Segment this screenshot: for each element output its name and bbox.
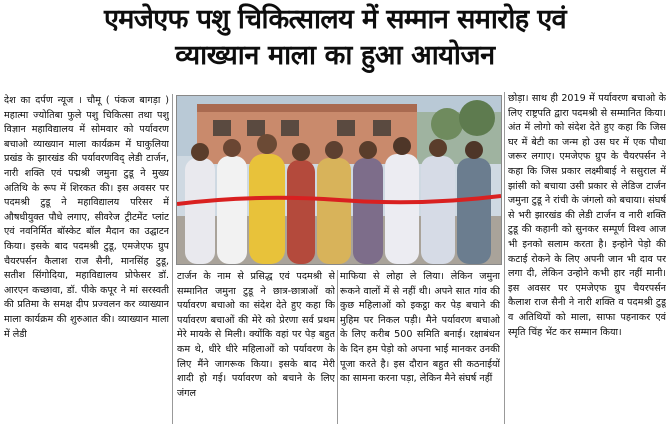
column-2-text: टार्जन के नाम से प्रसिद्ध एवं पदमश्री से सम्मानित जमुना टुडू ने छात्र-छात्राओं को पर्यावरण बचाओ का संदेश देते हुए कहा कि पर्यावरण बचाओं की मेरे को प्रेरणा सर्व प्रथम मेरे मायके से मिली। क्योंकि वहां पर पेड़ बहुत कम थे, धीरे धीरे महिलाओं को पर्यावरण के लिए मैंने जागरूक किया। इसके बाद मेरी शादी हो गई। पर्यावरण को बचाने के लिए जंगल <box>177 271 335 399</box>
column-3-text: माफिया से लोहा ले लिया। लेकिन जमुना रूकने वालों में से नहीं थी। अपने सात गांव की कुछ महिलाओं को इकट्ठा कर पेड़ बचाने की मुहिम पर निकल पड़ी। मैने पर्यावरण बचाओ के लिए करीब 500 समिति बनाई। रक्षाबंधन के दिन हम पेड़ो को अपना भाई मानकर उनकी पूजा करते है। इस दौरान बहुत सी कठनाईयों का सामना करना पड़ा, लेकिन मैने संघर्ष नहीं <box>340 271 500 385</box>
column-rule <box>172 94 173 424</box>
column-4-text: छोड़ा। साथ ही 2019 में पर्यावरण बचाओ के लिए राष्ट्रपति द्वारा पदमश्री से सम्मानित किया। अंत में लोगो को संदेश देते हुए कहा कि जिस घर में बेटी का जन्म हो उस घर में एक पौधा जरूर लगाए। एमजेएफ ग्रुप के चैयरपर्सन ने कहा कि जिस प्रकार लक्ष्मीबाई ने ससुराल में झांसी को बचाया उसी प्रकार से लेडिज टार्जन जमुना टुडू ने रांची के जंगलो को बचाया। संघर्ष से भरी झारखंड की लेडी टार्जन व नारी शक्ति टुडू की कहानी को सुनकर सम्पूर्ण विश्व आज भी इनको सलाम करता है। इन्होने पेड़ो की कटाई रोकने के लिए अपनी जान भी दाव पर लगा दी, लेकिन उन्होने कभी हार नहीं मानी। इस अवसर पर एमजेएफ ग्रुप चैयरपर्सन कैलाश राज सैनी ने नारी शक्ति व पदमश्री टुडू व अतिथियों को माला, साफा पहनाकर एवं स्मृति चिंह भेंट कर सम्मान किया। <box>508 93 666 338</box>
column-rule <box>337 270 338 424</box>
article-column-3 <box>340 270 500 424</box>
article-column-4 <box>508 92 666 424</box>
headline <box>0 2 670 74</box>
column-1-text: देश का दर्पण न्यूज । चौमू ( पंकज बागड़ा ) महात्मा ज्योतिबा फुले पशु चिकित्सा तथा पशु विज्ञान महाविद्यालय में सोमवार को पर्यावरण बचाओ व्याख्यान माला कार्यक्रम में घाकुलिया प्रखंड के झारखंड की पर्यावरणविद् लेडी टार्जन, नारी शक्ति एवं पद्मश्री जमुना टुडू ने मुख्य अतिथि के रूप में शिरकत की। इस अवसर पर पदमश्री टुडू ने महाविद्यालय परिसर में औषधीयुक्त पौधे लगाए, सीवरेज ट्रीटमेंट प्लांट एवं नवनिर्मित बॉस्केट बॉल मैदान का उद्घाटन किया। इसके बाद पदमश्री टुडू, एमजेएफ ग्रुप चैयरपर्सन कैलाश राज सैनी, मानसिंह टुडू, सतीश सिंगोदिया, महाविद्यालय प्रोफेसर डॉ. आरएन कच्छावा, डॉ. पीके कपूर ने मां सरस्वती की प्रतिमा के समक्ष दीप प्रज्वलन कर व्याख्यान माला कार्यक्रम की शुरुआत की। व्याख्यान माला में लेडी <box>4 95 169 340</box>
event-photo <box>176 95 502 265</box>
headline-line-1: एमजेएफ पशु चिकित्सालय में सम्मान समारोह एवं <box>103 4 567 35</box>
column-rule <box>504 92 505 424</box>
article-column-1 <box>4 94 169 424</box>
headline-line-2: व्याख्यान माला का हुआ आयोजन <box>175 40 495 71</box>
ribbon-cutting-photo <box>177 96 501 264</box>
article-column-2 <box>177 270 335 424</box>
